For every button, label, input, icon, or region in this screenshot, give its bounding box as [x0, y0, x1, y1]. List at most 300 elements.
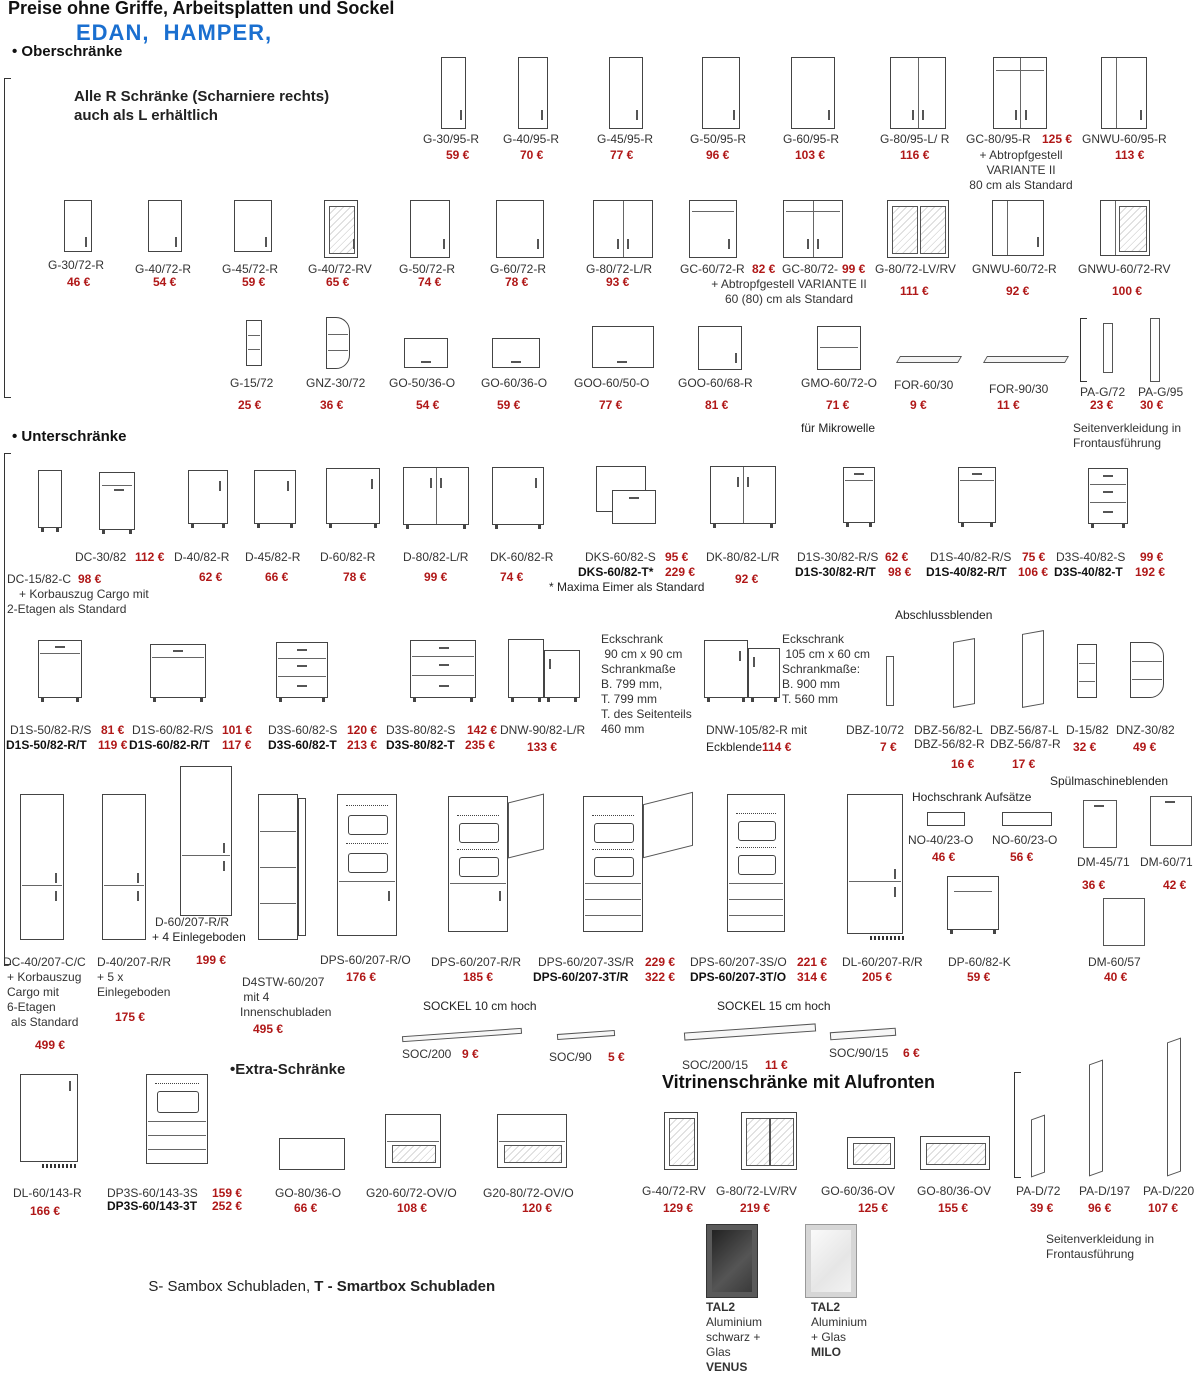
item-code: D1S-30/82-R/T — [795, 565, 876, 579]
item-code: D1S-60/82-R/T — [129, 738, 210, 752]
item-price: 42 € — [1163, 878, 1187, 892]
item-code: G-80/72-LV/RV — [875, 262, 956, 276]
item-price: 252 € — [212, 1199, 243, 1213]
item-code: G-45/95-R — [597, 132, 654, 146]
item-code: DL-60/143-R — [13, 1186, 82, 1200]
cabinet-illustration — [234, 200, 272, 252]
item-price: 495 € — [253, 1022, 284, 1036]
item-code: DKS-60/82-S — [585, 550, 656, 564]
cabinet-illustration — [887, 200, 949, 258]
item-price: 5 € — [608, 1050, 625, 1064]
cabinet-illustration — [20, 794, 64, 940]
cabinet-illustration — [496, 200, 544, 258]
item-price: 40 € — [1104, 970, 1128, 984]
item-code: DPS-60/207-3T/R — [533, 970, 629, 984]
side-panel-illustration — [1167, 1037, 1181, 1176]
cabinet-illustration — [1100, 200, 1150, 256]
item-price: 93 € — [606, 275, 630, 289]
cabinet-illustration — [99, 472, 135, 530]
item-code: FOR-60/30 — [894, 378, 954, 392]
item-price: 9 € — [462, 1047, 479, 1061]
item-code: DPS-60/207-R/O — [320, 953, 411, 967]
item-code: DPS-60/207-3S/O — [690, 955, 787, 969]
cabinet-illustration — [664, 1112, 698, 1170]
item-price: 119 € — [98, 738, 128, 752]
item-code: DBZ-56/82-R — [914, 737, 985, 751]
cabinet-illustration — [890, 57, 946, 129]
item-price: 133 € — [527, 740, 558, 754]
item-price: 221 € — [797, 955, 828, 969]
item-code: NO-40/23-O — [908, 833, 974, 847]
note-maxima: * Maxima Eimer als Standard — [549, 580, 705, 594]
item-code: DM-45/71 — [1077, 855, 1130, 869]
item-price: 175 € — [115, 1010, 146, 1024]
item-code: D3S-60/82-S — [268, 723, 338, 737]
item-price: 39 € — [1030, 1201, 1054, 1215]
section-unterschraenke: • Unterschränke — [12, 428, 126, 445]
item-code: DK-80/82-L/R — [706, 550, 780, 564]
section-oberschraenke: • Oberschränke — [12, 43, 122, 60]
item-code: GO-60/36-OV — [821, 1184, 896, 1198]
item-code: D4STW-60/207 — [242, 975, 325, 989]
cabinet-illustration — [148, 200, 182, 252]
note-eckschrank-105: Eckschrank 105 cm x 60 cm Schrankmaße: B. 900 mm T. 560 mm — [782, 632, 871, 706]
item-price: 75 € — [1022, 550, 1046, 564]
item-price: 103 € — [795, 148, 826, 162]
item-price: 499 € — [35, 1038, 66, 1052]
cabinet-illustration — [180, 766, 232, 916]
item-code: SOC/90/15 — [829, 1046, 889, 1060]
item-price: 125 € — [1042, 132, 1073, 146]
item-price: 62 € — [199, 570, 223, 584]
cabinet-illustration — [410, 200, 450, 258]
blende-illustration — [886, 656, 894, 706]
item-code: G-30/72-R — [48, 258, 105, 272]
item-price: 32 € — [1073, 740, 1097, 754]
cabinet-illustration — [276, 642, 328, 698]
item-code: DBZ-56/87-R — [990, 737, 1061, 751]
item-code: PA-D/220 — [1143, 1184, 1195, 1198]
cabinet-illustration — [783, 200, 843, 258]
item-code: DBZ-10/72 — [846, 723, 905, 737]
item-price: 229 € — [645, 955, 676, 969]
item-code: GC-60/72-R — [680, 262, 745, 276]
item-code: DP-60/82-K — [948, 955, 1011, 969]
item-code: SOC/200 — [402, 1047, 452, 1061]
ventilation-grille — [42, 1164, 76, 1168]
item-price: 107 € — [1148, 1201, 1179, 1215]
item-price: 78 € — [505, 275, 529, 289]
item-code: G-50/72-R — [399, 262, 456, 276]
item-code: D-15/82 — [1066, 723, 1109, 737]
cabinet-illustration — [326, 468, 380, 524]
item-price: 66 € — [265, 570, 289, 584]
item-note: + Korbauszug Cargo mit 2-Etagen als Standard — [7, 587, 149, 616]
side-panel-illustration — [1089, 1059, 1103, 1176]
plinth-illustration — [557, 1030, 615, 1040]
item-code: G-60/72-R — [490, 262, 547, 276]
item-price: 36 € — [320, 398, 344, 412]
item-note: + 5 x Einlegeboden — [97, 970, 171, 999]
item-price: 129 € — [663, 1201, 694, 1215]
cabinet-illustration — [1002, 812, 1052, 826]
item-code: D-45/82-R — [245, 550, 301, 564]
item-price: 77 € — [599, 398, 623, 412]
item-code: GMO-60/72-O — [801, 376, 878, 390]
item-code: GC-80/95-R — [966, 132, 1031, 146]
cabinet-illustration — [403, 467, 469, 525]
item-price: 46 € — [932, 850, 956, 864]
note-seitenverkleidung: Seitenverkleidung in Frontausführung — [1046, 1232, 1155, 1261]
cabinet-illustration — [710, 466, 776, 524]
note-abschlussblenden: Abschlussblenden — [895, 608, 993, 622]
item-code: DKS-60/82-T* — [578, 565, 654, 579]
note-seitenverkleidung: Seitenverkleidung in Frontausführung — [1073, 421, 1182, 450]
item-code: DNW-105/82-R mit — [706, 723, 808, 737]
item-code: DPS-60/207-3S/R — [538, 955, 635, 969]
item-code: PA-G/72 — [1080, 385, 1126, 399]
item-code: D1S-50/82-R/S — [10, 723, 92, 737]
item-price: 65 € — [326, 275, 350, 289]
page-title: Preise ohne Griffe, Arbeitsplatten und Sockel — [8, 0, 395, 18]
cabinet-illustration — [441, 57, 466, 129]
item-price: 56 € — [1010, 850, 1034, 864]
cabinet-illustration — [583, 796, 643, 932]
section-vitrinen: Vitrinenschränke mit Alufronten — [662, 1072, 936, 1092]
item-price: 46 € — [67, 275, 91, 289]
item-price: 205 € — [862, 970, 893, 984]
item-price: 59 € — [497, 398, 521, 412]
item-code: D-60/82-R — [320, 550, 376, 564]
blende-illustration — [1022, 630, 1044, 708]
item-price: 54 € — [416, 398, 440, 412]
item-price: 155 € — [938, 1201, 969, 1215]
note-sockel-10: SOCKEL 10 cm hoch — [423, 999, 537, 1013]
item-code: DC-30/82 — [75, 550, 127, 564]
side-panel-illustration — [1150, 318, 1160, 382]
item-price: 25 € — [238, 398, 262, 412]
door-illustration — [298, 798, 306, 936]
blende-illustration — [1083, 800, 1117, 848]
item-price: 235 € — [465, 738, 496, 752]
item-code: D1S-40/82-R/S — [930, 550, 1012, 564]
cabinet-illustration — [497, 1114, 567, 1168]
cabinet-illustration — [592, 326, 654, 368]
cabinet-illustration — [847, 794, 903, 934]
item-price: 7 € — [880, 740, 897, 754]
cabinet-illustration — [927, 812, 965, 826]
item-price: 81 € — [705, 398, 729, 412]
plinth-illustration — [402, 1028, 522, 1042]
item-price: 112 € — [135, 550, 165, 564]
cabinet-illustration — [698, 326, 742, 370]
item-price: 96 € — [1088, 1201, 1112, 1215]
item-code: D-60/207-R/R — [155, 915, 230, 929]
cabinet-illustration — [102, 794, 146, 940]
item-code: D1S-30/82-R/S — [797, 550, 879, 564]
cabinet-illustration — [64, 200, 92, 252]
item-code: G-30/95-R — [423, 132, 480, 146]
item-price: 36 € — [1082, 878, 1106, 892]
side-panel-illustration — [1103, 323, 1113, 373]
cabinet-illustration — [748, 648, 780, 698]
cabinet-illustration — [609, 57, 643, 129]
item-code: GNWU-60/95-R — [1082, 132, 1167, 146]
section-extraschraenke: •Extra-Schränke — [230, 1061, 346, 1078]
item-price: 120 € — [522, 1201, 553, 1215]
item-price: 92 € — [1006, 284, 1030, 298]
cabinet-illustration — [993, 57, 1047, 129]
note-eckschrank-90: Eckschrank 90 cm x 90 cm Schrankmaße B. 799 mm, T. 799 mm T. des Seitenteils 460 mm — [601, 632, 692, 736]
item-price: 74 € — [500, 570, 524, 584]
item-price: 11 € — [997, 398, 1020, 412]
shelf-illustration — [983, 356, 1069, 363]
section-bracket — [4, 78, 11, 398]
item-price: 229 € — [665, 565, 696, 579]
group-bracket — [1080, 318, 1087, 382]
group-bracket — [1014, 1072, 1021, 1178]
cabinet-illustration — [324, 200, 358, 258]
item-price: 99 € — [424, 570, 448, 584]
cabinet-illustration — [448, 796, 508, 932]
item-code: D1S-60/82-R/S — [132, 723, 214, 737]
item-code: D3S-40/82-T — [1054, 565, 1123, 579]
item-code: PA-D/197 — [1079, 1184, 1131, 1198]
hint-r-line1: Alle R Schränke (Scharniere rechts) — [74, 88, 330, 105]
cabinet-illustration — [279, 1138, 345, 1170]
cabinet-illustration — [518, 57, 548, 129]
item-code: D1S-50/82-R/T — [6, 738, 87, 752]
cabinet-illustration — [404, 338, 448, 368]
item-code: DM-60/57 — [1088, 955, 1141, 969]
swatch-venus-label: TAL2 Aluminium schwarz + Glas VENUS — [706, 1300, 763, 1374]
cabinet-illustration — [843, 467, 875, 523]
cabinet-illustration — [20, 1074, 78, 1162]
item-code: DBZ-56/87-L — [990, 723, 1059, 737]
item-code: DPS-60/207-3T/O — [690, 970, 787, 984]
item-code: G20-80/72-OV/O — [483, 1186, 574, 1200]
item-code: G-40/72-RV — [642, 1184, 706, 1198]
item-code: GO-60/36-O — [481, 376, 548, 390]
item-code: DNW-90/82-L/R — [500, 723, 586, 737]
item-price: 192 € — [1135, 565, 1166, 579]
item-code: GNZ-30/72 — [306, 376, 366, 390]
cabinet-illustration — [920, 1136, 990, 1170]
side-panel-illustration — [1031, 1114, 1045, 1177]
item-code: SOC/90 — [549, 1050, 592, 1064]
cabinet-illustration — [146, 1074, 208, 1164]
item-price: 30 € — [1140, 398, 1164, 412]
cabinet-illustration — [727, 794, 785, 932]
item-price: 142 € — [467, 723, 498, 737]
item-code: DC-15/82-C — [7, 572, 72, 586]
item-code: G-80/95-L/ R — [880, 132, 950, 146]
door-illustration — [508, 794, 544, 859]
cabinet-illustration — [254, 470, 296, 524]
item-code: D3S-80/82-S — [386, 723, 456, 737]
item-price: 70 € — [520, 148, 544, 162]
note-spuelmaschine: Spülmaschineblenden — [1050, 774, 1169, 788]
item-price: 99 € — [1140, 550, 1164, 564]
item-price: 314 € — [797, 970, 828, 984]
item-price: 98 € — [78, 572, 102, 586]
item-price: 66 € — [294, 1201, 318, 1215]
cabinet-illustration — [385, 1114, 441, 1168]
item-code: G-45/72-R — [222, 262, 279, 276]
item-code: D3S-40/82-S — [1056, 550, 1126, 564]
note-sockel-15: SOCKEL 15 cm hoch — [717, 999, 831, 1013]
item-code: D3S-80/82-T — [386, 738, 455, 752]
item-price: 117 € — [222, 738, 252, 752]
item-price: 59 € — [242, 275, 266, 289]
cabinet-illustration — [188, 470, 228, 524]
item-code: GOO-60/68-R — [678, 376, 753, 390]
item-code: G-40/72-RV — [308, 262, 372, 276]
item-code: D1S-40/82-R/T — [926, 565, 1007, 579]
item-note: + Abtropfgestell VARIANTE II 80 cm als Standard — [969, 148, 1073, 192]
item-price: 98 € — [888, 565, 912, 579]
item-note: + Korbauszug Cargo mit 6-Etagen als Standard — [7, 970, 82, 1029]
item-code: DK-60/82-R — [490, 550, 554, 564]
item-price: 106 € — [1018, 565, 1049, 579]
item-price: 99 € — [842, 262, 866, 276]
item-price: 219 € — [740, 1201, 771, 1215]
cabinet-illustration — [702, 57, 740, 129]
item-code: DL-60/207-R/R — [842, 955, 923, 969]
note-mikrowelle: für Mikrowelle — [801, 421, 876, 435]
item-code: DPS-60/207-R/R — [431, 955, 522, 969]
item-code: G-50/95-R — [690, 132, 747, 146]
drawer-illustration — [612, 490, 656, 524]
item-note: Eckblende — [706, 740, 763, 754]
item-code: G-60/95-R — [783, 132, 840, 146]
cabinet-illustration — [1088, 468, 1128, 524]
item-price: 92 € — [735, 572, 759, 586]
ventilation-grille — [870, 936, 904, 940]
item-price: 96 € — [706, 148, 730, 162]
item-price: 108 € — [397, 1201, 428, 1215]
item-code: NO-60/23-O — [992, 833, 1058, 847]
swatch-venus — [706, 1224, 758, 1298]
cabinet-illustration — [1077, 644, 1097, 698]
item-note: + Abtropfgestell VARIANTE II 60 (80) cm als Standard — [711, 277, 867, 306]
item-code: D-80/82-L/R — [403, 550, 469, 564]
cabinet-illustration — [958, 467, 996, 523]
item-price: 120 € — [347, 723, 378, 737]
item-price: 16 € — [951, 757, 975, 771]
blende-illustration — [1150, 796, 1192, 846]
blende-illustration — [1103, 898, 1145, 946]
item-code: GO-80/36-OV — [917, 1184, 992, 1198]
item-code: PA-G/95 — [1138, 385, 1184, 399]
item-price: 213 € — [347, 738, 378, 752]
cabinet-illustration — [544, 650, 580, 698]
cabinet-illustration — [689, 200, 737, 258]
item-price: 11 € — [765, 1058, 788, 1072]
cabinet-illustration — [38, 470, 62, 528]
item-price: 82 € — [752, 262, 776, 276]
item-code: D-40/207-R/R — [97, 955, 172, 969]
item-price: 54 € — [153, 275, 177, 289]
item-code: D3S-60/82-T — [268, 738, 337, 752]
item-price: 111 € — [900, 284, 929, 298]
cabinet-illustration — [492, 338, 540, 368]
item-code: GO-80/36-O — [275, 1186, 342, 1200]
item-code: DM-60/71 — [1140, 855, 1193, 869]
item-code: GC-80/72- — [782, 262, 839, 276]
item-code: DP3S-60/143-3T — [107, 1199, 198, 1213]
item-code: DC-40/207-C/C — [3, 955, 86, 969]
hint-r-line2: auch als L erhältlich — [74, 107, 218, 124]
item-price: 59 € — [446, 148, 470, 162]
item-code: GNWU-60/72-R — [972, 262, 1057, 276]
swatch-milo-label: TAL2 Aluminium + Glas MILO — [811, 1300, 868, 1359]
item-price: 74 € — [418, 275, 442, 289]
brand-names: EDAN, HAMPER, — [76, 20, 273, 45]
cabinet-illustration — [791, 57, 835, 129]
item-price: 185 € — [463, 970, 494, 984]
cabinet-illustration — [992, 200, 1044, 256]
item-price: 6 € — [903, 1046, 920, 1060]
cabinet-illustration — [1101, 57, 1147, 129]
item-price: 17 € — [1012, 757, 1036, 771]
item-code: D-40/82-R — [174, 550, 230, 564]
cabinet-illustration — [947, 876, 999, 930]
item-price: 62 € — [885, 550, 909, 564]
shelf-illustration — [896, 356, 962, 363]
swatch-milo — [805, 1224, 857, 1298]
item-price: 116 € — [900, 148, 930, 162]
item-code: DNZ-30/82 — [1116, 723, 1175, 737]
item-price: 23 € — [1090, 398, 1114, 412]
item-code: GO-50/36-O — [389, 376, 456, 390]
item-price: 322 € — [645, 970, 676, 984]
item-price: 49 € — [1133, 740, 1157, 754]
item-price: 81 € — [101, 723, 125, 737]
cabinet-illustration — [326, 317, 350, 369]
cabinet-illustration — [847, 1137, 895, 1169]
item-code: FOR-90/30 — [989, 382, 1049, 396]
note-hochschrank: Hochschrank Aufsätze — [912, 790, 1032, 804]
item-price: 166 € — [30, 1204, 61, 1218]
item-code: DBZ-56/82-L — [914, 723, 983, 737]
item-code: G-80/72-LV/RV — [716, 1184, 797, 1198]
cabinet-illustration — [741, 1112, 797, 1170]
cabinet-illustration — [508, 639, 544, 698]
item-note: mit 4 Innenschubladen — [240, 990, 332, 1019]
cabinet-illustration — [410, 640, 476, 698]
item-price: 59 € — [967, 970, 991, 984]
item-price: 9 € — [910, 398, 927, 412]
item-code: GOO-60/50-O — [574, 376, 650, 390]
cabinet-illustration — [258, 794, 298, 940]
cabinet-illustration — [492, 467, 544, 525]
plinth-illustration — [684, 1023, 816, 1040]
item-code: SOC/200/15 — [682, 1058, 749, 1072]
item-price: 113 € — [1115, 148, 1145, 162]
item-price: 95 € — [665, 550, 689, 564]
item-code: PA-D/72 — [1016, 1184, 1061, 1198]
door-illustration — [643, 792, 693, 858]
item-code: G-40/95-R — [503, 132, 560, 146]
item-price: 101 € — [222, 723, 253, 737]
item-code: G-15/72 — [230, 376, 274, 390]
footer-legend: S- Sambox Schubladen, T - Smartbox Schubladen — [148, 1278, 496, 1295]
cabinet-illustration — [246, 320, 262, 366]
item-code: G20-60/72-OV/O — [366, 1186, 457, 1200]
item-code: G-40/72-R — [135, 262, 192, 276]
item-note: + 4 Einlegeboden — [152, 930, 246, 944]
